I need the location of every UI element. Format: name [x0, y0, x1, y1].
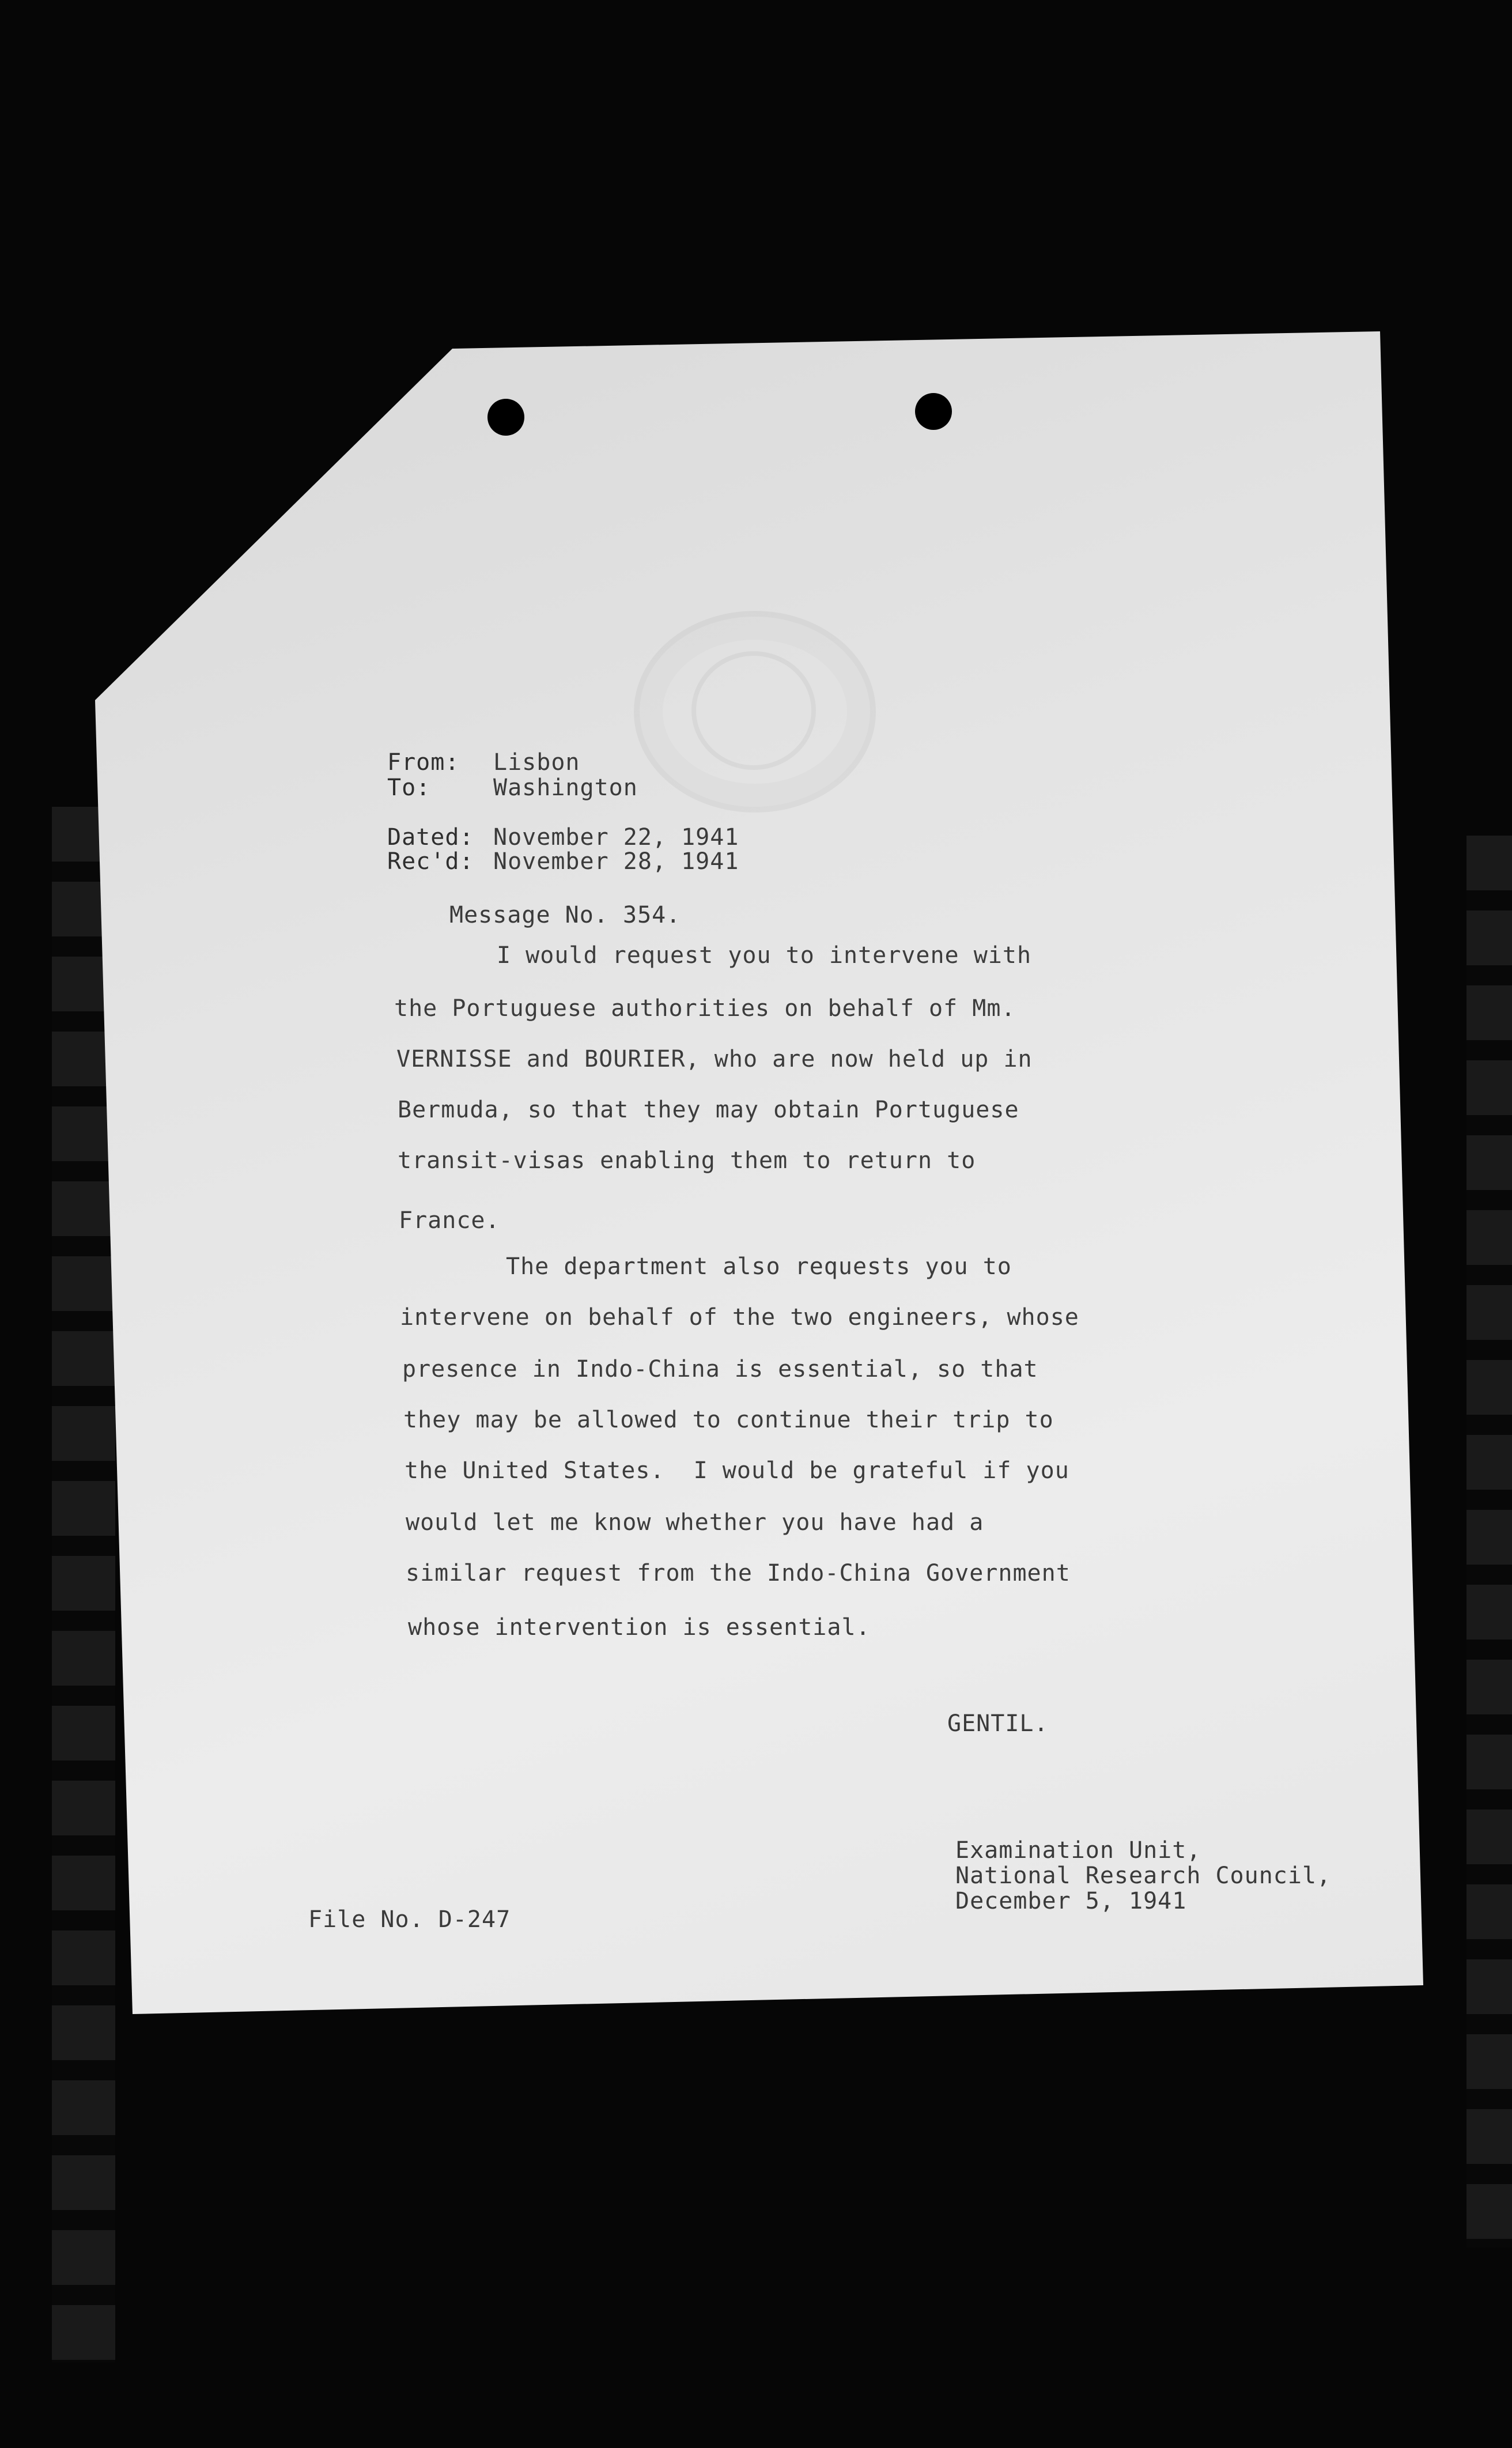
body-line: similar request from the Indo-China Government — [406, 1560, 1071, 1586]
file-number: File No. D-247 — [308, 1906, 511, 1933]
body-line: France. — [399, 1207, 500, 1234]
message-number: Message No. 354. — [449, 902, 681, 928]
dated-value: November 22, 1941 — [493, 824, 739, 851]
body-line: The department also requests you to — [506, 1253, 1012, 1280]
body-line: would let me know whether you have had a — [406, 1509, 984, 1536]
body-line: whose intervention is essential. — [408, 1614, 871, 1641]
body-line: they may be allowed to continue their trip to — [403, 1407, 1054, 1433]
from-label: From: — [387, 749, 460, 776]
unit-line-1: Examination Unit, — [955, 1837, 1201, 1864]
body-line: the Portuguese authorities on behalf of Mm. — [394, 995, 1016, 1022]
body-line: Bermuda, so that they may obtain Portuguese — [398, 1097, 1019, 1123]
unit-line-2: National Research Council, — [955, 1863, 1332, 1889]
body-line: transit-visas enabling them to return to — [398, 1147, 976, 1174]
recd-label: Rec'd: — [387, 848, 474, 875]
film-edge-right — [1466, 836, 1512, 2247]
to-value: Washington — [493, 775, 638, 801]
body-line: VERNISSE and BOURIER, who are now held up in — [396, 1046, 1033, 1072]
unit-line-3: December 5, 1941 — [955, 1888, 1187, 1914]
embossed-seal-center — [691, 651, 816, 770]
to-label: To: — [387, 775, 431, 801]
punch-hole-left — [487, 399, 524, 436]
from-value: Lisbon — [493, 749, 580, 776]
signature: GENTIL. — [947, 1710, 1049, 1737]
body-line: presence in Indo-China is essential, so that — [402, 1356, 1038, 1382]
body-line: I would request you to intervene with — [497, 942, 1032, 969]
body-line: the United States. I would be grateful if you — [405, 1457, 1069, 1484]
dated-label: Dated: — [387, 824, 474, 851]
recd-value: November 28, 1941 — [493, 848, 739, 875]
body-line: intervene on behalf of the two engineers, whose — [400, 1304, 1079, 1331]
punch-hole-right — [915, 393, 952, 430]
